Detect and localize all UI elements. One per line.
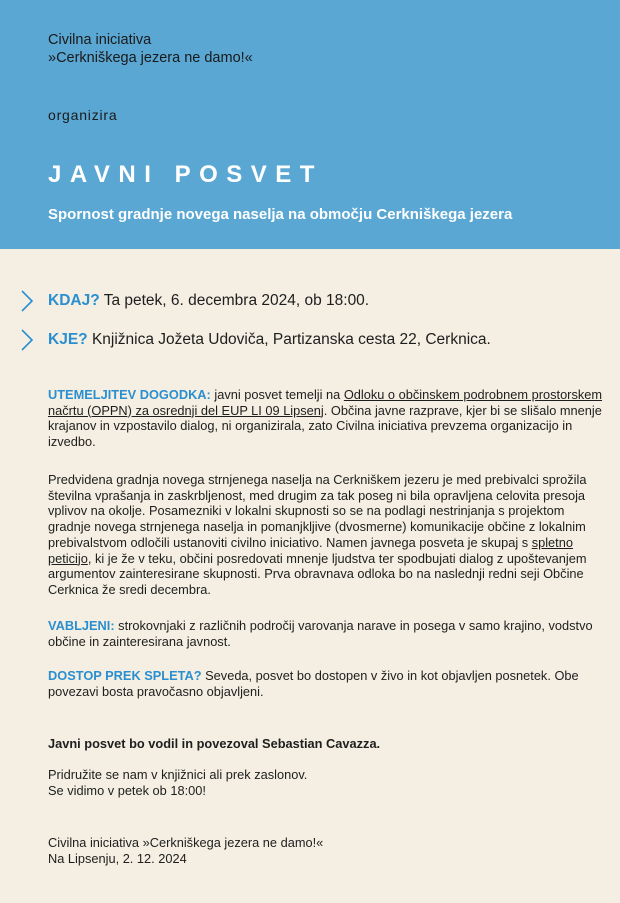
invite-line-1: Pridružite se nam v knjižnici ali prek zaslonov. [48,767,308,782]
predvidena-paragraph [48,472,608,598]
invite-line-2: Se vidimo v petek ob 18:00! [48,782,206,798]
dostop-text: Seveda, posvet bo dostopen v živo in kot objavljen posnetek. Obe povezavi bosta pravočasno objavljeni. [48,668,579,699]
vabljeni-paragraph [48,618,608,649]
vabljeni-label: VABLJENI: [48,618,115,633]
when-text: Ta petek, 6. decembra 2024, ob 18:00. [103,292,370,309]
signature-block [48,835,608,866]
signature-line-1: Civilna iniciativa »Cerkniškega jezera ne damo!« [48,835,324,850]
organizer-line-1: Civilna iniciativa [48,32,152,48]
petition-link[interactable]: spletno peticijo [48,534,573,566]
oppn-link[interactable]: Odloku o občinskem podrobnem prostorskem načrtu (OPPN) za osrednji del EUP LI 09 Lipsenj [48,387,603,418]
organizer-line-2: »Cerkniškega jezera ne damo!« [48,50,253,66]
page-title: JAVNI POSVET [48,161,323,188]
where-text: Knjižnica Jožeta Udoviča, Partizanska cesta 22, Cerknica. [91,331,491,348]
when-label: KDAJ? [48,292,100,309]
chevron-right-icon [20,289,36,313]
signature-date: Na Lipsenju, 2. 12. 2024 [48,850,187,866]
utemeljitev-text-1: javni posvet temelji na [210,387,344,402]
dostop-paragraph [48,668,608,699]
utemeljitev-label: UTEMELJITEV DOGODKA: [48,387,211,402]
chevron-right-icon [20,328,36,352]
predvidena-text-1: Predvidena gradnja novega strnjenega naselja na Cerkniškem jezeru je med prebivalci sprožila številna vprašanja in zaskrbljenost, med drugim za tak poseg ni bila opravljena celovita presoja vplivov na okolje. Posamezniki v lokalni skupnosti so se na podlagi nestrinjanja s projektom gradnje novega strnjenega naselja in pomanjkljive (dvosmerne) komunikacije občine z lokalnim prebivalstvom odločili ustanoviti civilno iniciativo. Namen javnega posveta je skupaj s [48,472,587,550]
vabljeni-text: strokovnjaki z različnih področij varovanja narave in posega v samo krajino, vodstvo občine in zainteresirana javnost. [48,618,593,649]
organizira-label: organizira [48,107,118,123]
invite-block [48,767,608,798]
where-label: KJE? [48,331,88,348]
moderator-line: Javni posvet bo vodil in povezoval Sebastian Cavazza. [48,736,381,751]
predvidena-text-2: , ki je že v teku, občini posredovati mnenje ljudstva ter spodbujati dialog z upoštevanjem argumentov zainteresirane skupnosti. Prva obravnava odloka bo na naslednji redni seji Občine Cerknica že sredi decembra. [48,550,587,597]
dostop-label: DOSTOP PREK SPLETA? [48,668,202,683]
organizer-name [48,31,253,67]
header-banner [0,0,620,249]
page-subtitle: Spornost gradnje novega naselja na območju Cerkniškega jezera [48,206,513,223]
utemeljitev-paragraph [48,387,608,450]
utemeljitev-text-2: . Občina javne razprave, kjer bi se slišalo mnenje krajanov in vzpostavilo dialog, ni organizirala, zato Civilna iniciativa prevzema organizacijo in izvedbo. [48,402,602,450]
